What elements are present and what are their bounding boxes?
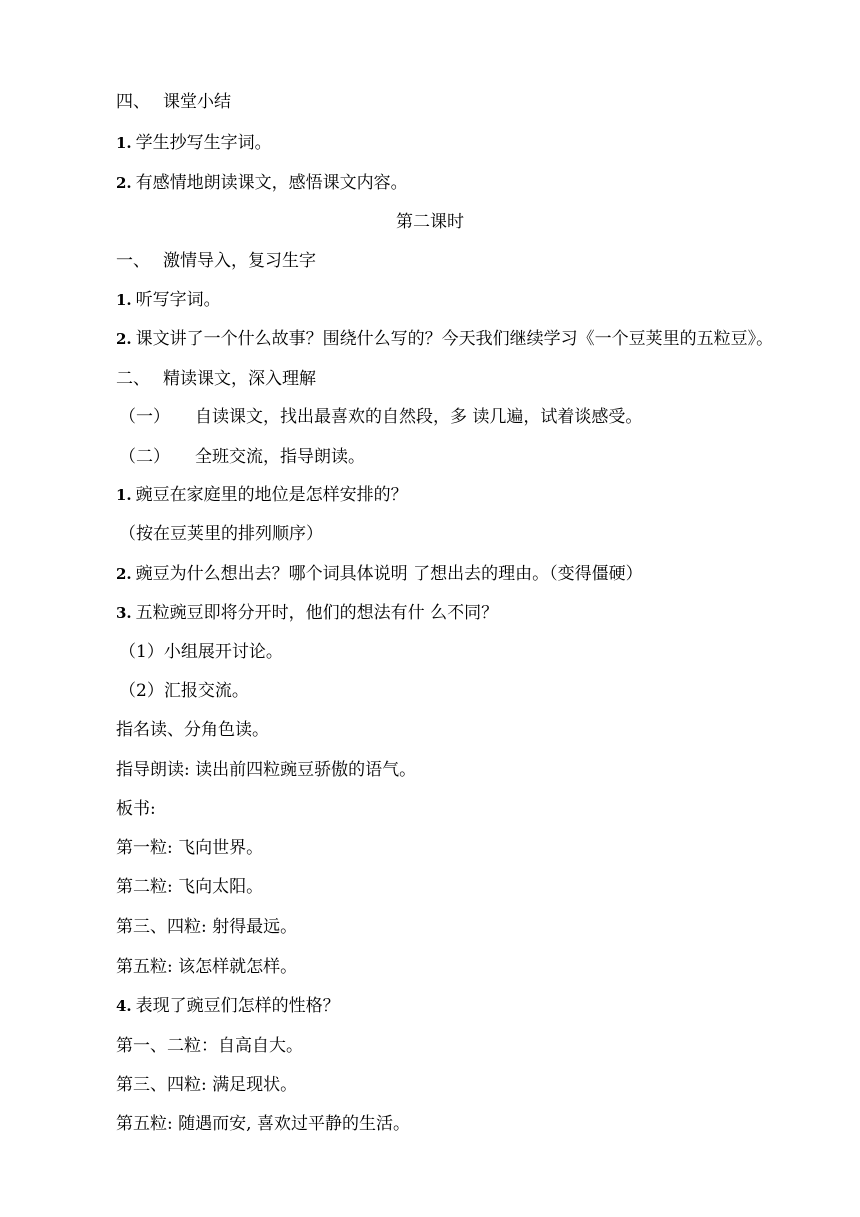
blackboard-line: 第三、四粒: 射得最远。 bbox=[116, 917, 298, 937]
step-item: （2）汇报交流。 bbox=[119, 681, 249, 701]
numbered-item bbox=[116, 171, 840, 195]
section-title: 激情导入，复习生字 bbox=[163, 251, 316, 271]
item-text: 学生抄写生字词。 bbox=[135, 133, 272, 153]
item-text: 豌豆为什么想出去？哪个词具体说明 了想出去的理由。（变得僵硬） bbox=[135, 564, 643, 584]
sub-item bbox=[119, 405, 840, 429]
section-heading-reading bbox=[116, 367, 840, 391]
section-title: 课堂小结 bbox=[163, 92, 231, 112]
item-number: 2. bbox=[116, 174, 132, 192]
section-number: 一、 bbox=[116, 251, 150, 271]
numbered-item bbox=[116, 327, 840, 351]
section-heading-summary bbox=[116, 90, 840, 114]
sub-item bbox=[119, 445, 840, 469]
section-number: 四、 bbox=[116, 92, 150, 112]
text-line: 指名读、分角色读。 bbox=[116, 720, 269, 740]
item-number: 3. bbox=[116, 604, 132, 622]
section-title: 精读课文，深入理解 bbox=[163, 369, 316, 389]
numbered-item bbox=[116, 562, 840, 586]
item-text: 表现了豌豆们怎样的性格？ bbox=[135, 996, 340, 1016]
item-text: 听写字词。 bbox=[135, 290, 221, 310]
blackboard-line: 第二粒: 飞向太阳。 bbox=[116, 877, 264, 897]
sub-item-number: （二） bbox=[119, 447, 170, 467]
numbered-item bbox=[116, 288, 840, 312]
item-number: 1. bbox=[116, 291, 132, 309]
item-text: 豌豆在家庭里的地位是怎样安排的？ bbox=[135, 485, 408, 505]
lesson-title: 第二课时 bbox=[396, 212, 464, 232]
blackboard-line: 第五粒: 该怎样就怎样。 bbox=[116, 957, 298, 977]
item-text: 五粒豌豆即将分开时，他们的想法有什 么不同？ bbox=[135, 603, 499, 623]
item-number: 1. bbox=[116, 486, 132, 504]
item-text: 有感情地朗读课文，感悟课文内容。 bbox=[135, 173, 408, 193]
text-line: 第三、四粒: 满足现状。 bbox=[116, 1075, 298, 1095]
item-number: 2. bbox=[116, 330, 132, 348]
numbered-item bbox=[116, 994, 840, 1018]
blackboard-label: 板书: bbox=[116, 799, 156, 819]
item-text: 课文讲了一个什么故事？围绕什么写的？今天我们继续学习《一个豆荚里的五粒豆》。 bbox=[135, 329, 774, 349]
numbered-item bbox=[116, 131, 840, 155]
numbered-item bbox=[116, 601, 840, 625]
text-line: 第五粒: 随遇而安, 喜欢过平静的生活。 bbox=[116, 1114, 410, 1134]
numbered-item bbox=[116, 483, 840, 507]
text-line: 第一、二粒：自高自大。 bbox=[116, 1036, 303, 1056]
blackboard-line: 第一粒: 飞向世界。 bbox=[116, 838, 264, 858]
text-line: 指导朗读: 读出前四粒豌豆骄傲的语气。 bbox=[116, 760, 417, 780]
item-number: 2. bbox=[116, 565, 132, 583]
item-number: 4. bbox=[116, 997, 132, 1015]
answer-note: （按在豆荚里的排列顺序） bbox=[119, 524, 323, 544]
sub-item-number: （一） bbox=[119, 407, 170, 427]
sub-item-text: 全班交流，指导朗读。 bbox=[195, 447, 365, 467]
item-number: 1. bbox=[116, 134, 132, 152]
section-number: 二、 bbox=[116, 369, 150, 389]
section-heading-intro bbox=[116, 249, 840, 273]
step-item: （1）小组展开讨论。 bbox=[119, 642, 283, 662]
sub-item-text: 自读课文，找出最喜欢的自然段，多 读几遍，试着谈感受。 bbox=[195, 407, 643, 427]
